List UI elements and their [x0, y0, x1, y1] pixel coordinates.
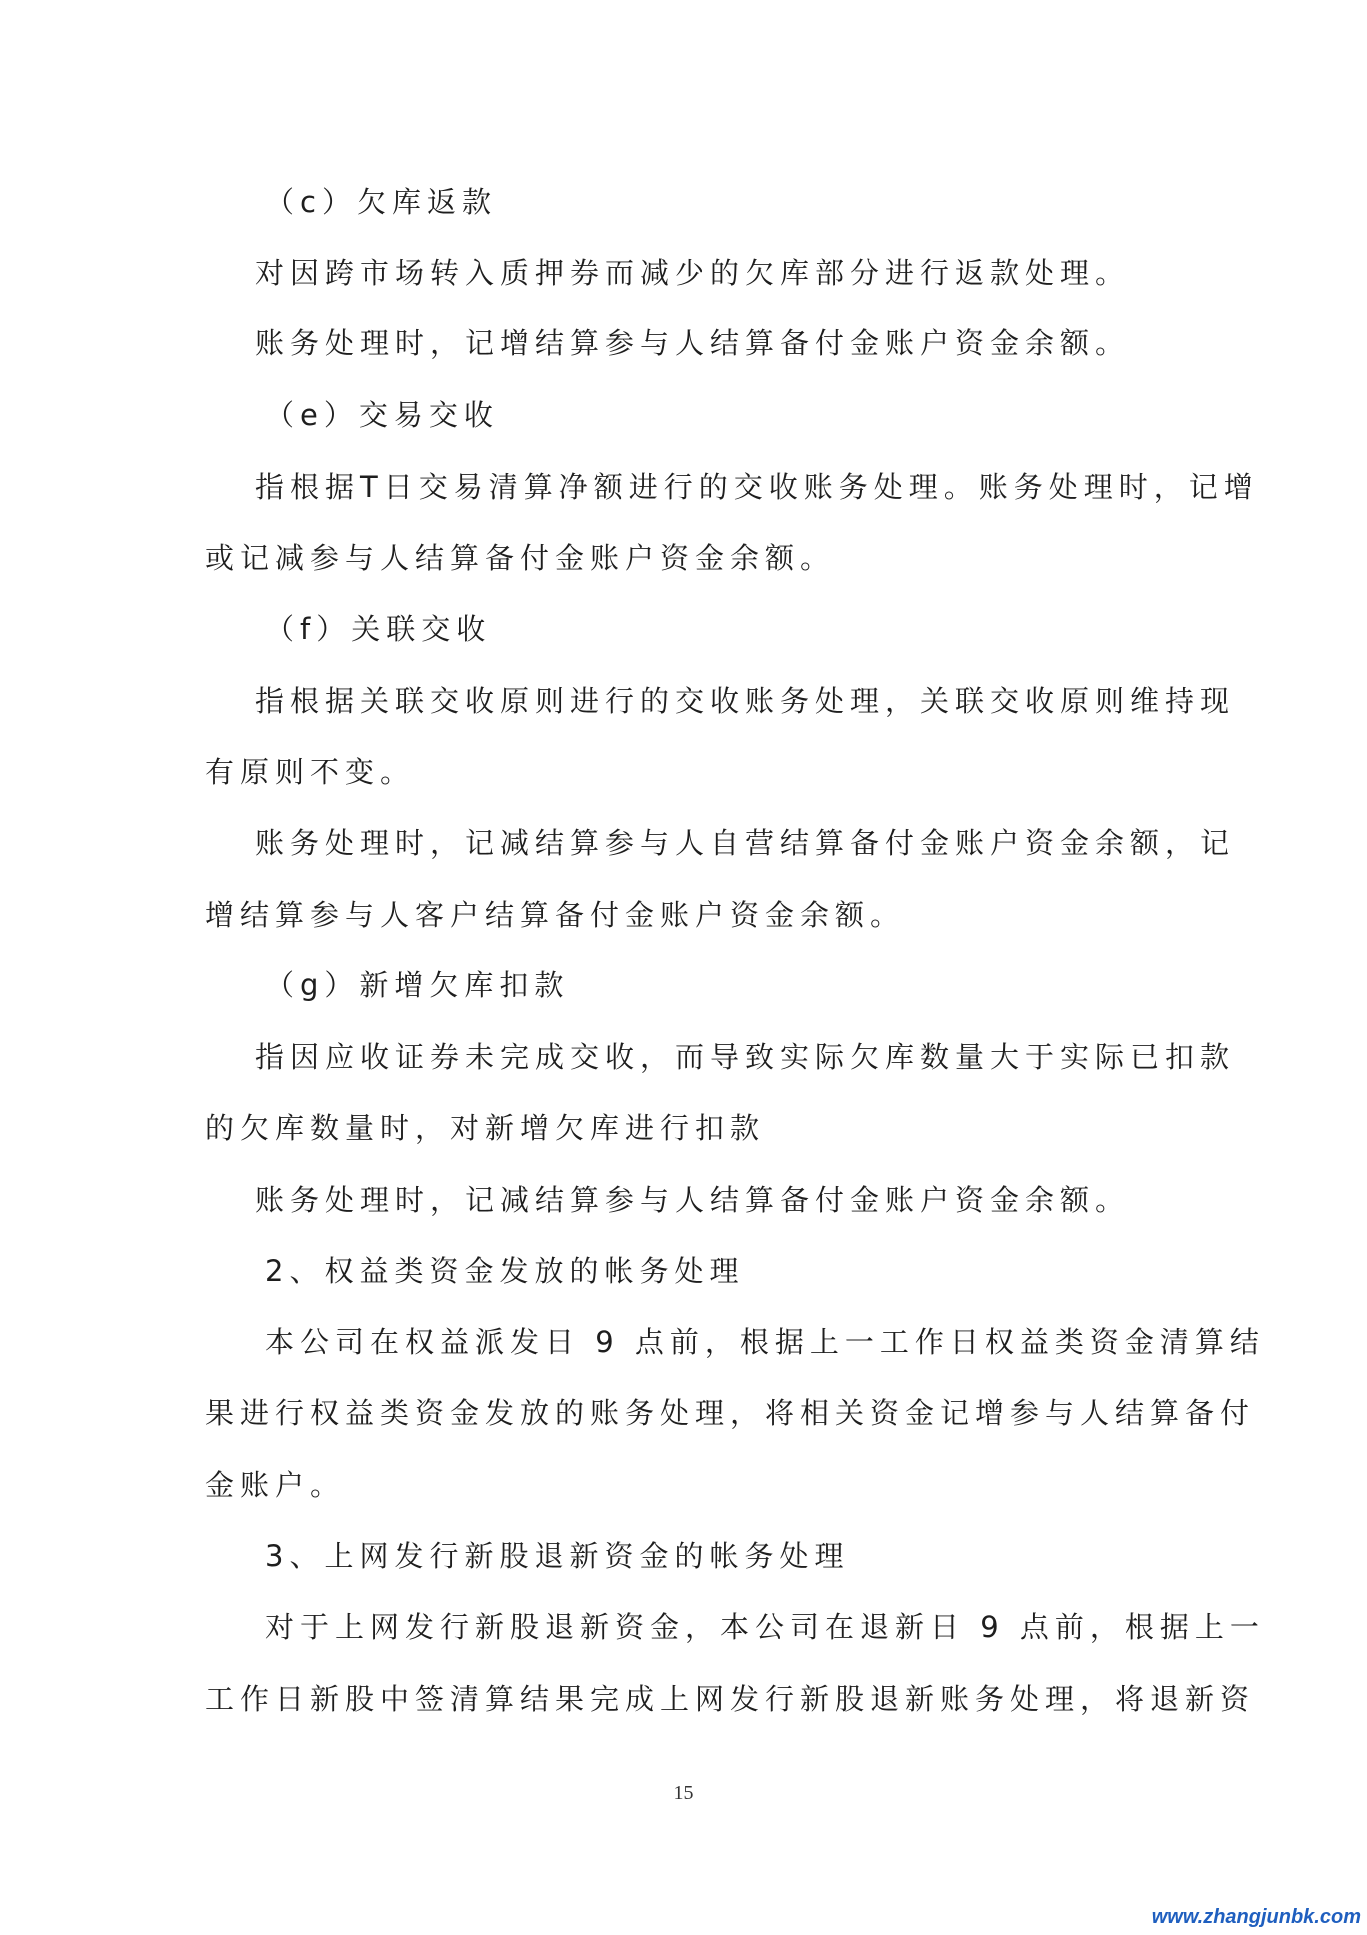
paragraph-line: 果进行权益类资金发放的账务处理，将相关资金记增参与人结算备付	[205, 1396, 1256, 1430]
paragraph-line: 指根据关联交收原则进行的交收账务处理，关联交收原则维持现	[255, 684, 1236, 718]
paragraph-line: 指因应收证券未完成交收，而导致实际欠库数量大于实际已扣款	[255, 1040, 1236, 1074]
site-watermark: www.zhangjunbk.com	[1151, 1906, 1361, 1928]
paragraph-line: 有原则不变。	[205, 755, 416, 789]
section-heading-e: （e）交易交收	[265, 398, 499, 432]
paragraph-line: 对于上网发行新股退新资金，本公司在退新日 9 点前，根据上一	[265, 1610, 1265, 1644]
page-number: 15	[673, 1782, 694, 1804]
paragraph-line: 账务处理时，记减结算参与人自营结算备付金账户资金余额，记	[255, 826, 1236, 860]
paragraph-line: 账务处理时，记增结算参与人结算备付金账户资金余额。	[255, 326, 1131, 360]
paragraph-line: 账务处理时，记减结算参与人结算备付金账户资金余额。	[255, 1183, 1131, 1217]
paragraph-line: 增结算参与人客户结算备付金账户资金余额。	[205, 898, 906, 932]
section-heading-c: （c）欠库返款	[265, 185, 497, 219]
paragraph-line: 金账户。	[205, 1468, 346, 1502]
paragraph-line: 指根据T日交易清算净额进行的交收账务处理。账务处理时，记增	[255, 470, 1259, 504]
paragraph-line: 工作日新股中签清算结果完成上网发行新股退新账务处理，将退新资	[205, 1682, 1256, 1716]
section-heading-2: 2、权益类资金发放的帐务处理	[265, 1254, 745, 1288]
section-heading-f: （f）关联交收	[265, 612, 492, 646]
paragraph-line: 的欠库数量时，对新增欠库进行扣款	[205, 1111, 766, 1145]
section-heading-g: （g）新增欠库扣款	[265, 968, 570, 1002]
paragraph-line: 对因跨市场转入质押券而减少的欠库部分进行返款处理。	[255, 256, 1131, 290]
section-heading-3: 3、上网发行新股退新资金的帐务处理	[265, 1539, 850, 1573]
paragraph-line: 或记减参与人结算备付金账户资金余额。	[205, 541, 836, 575]
paragraph-line: 本公司在权益派发日 9 点前，根据上一工作日权益类资金清算结	[265, 1325, 1265, 1359]
